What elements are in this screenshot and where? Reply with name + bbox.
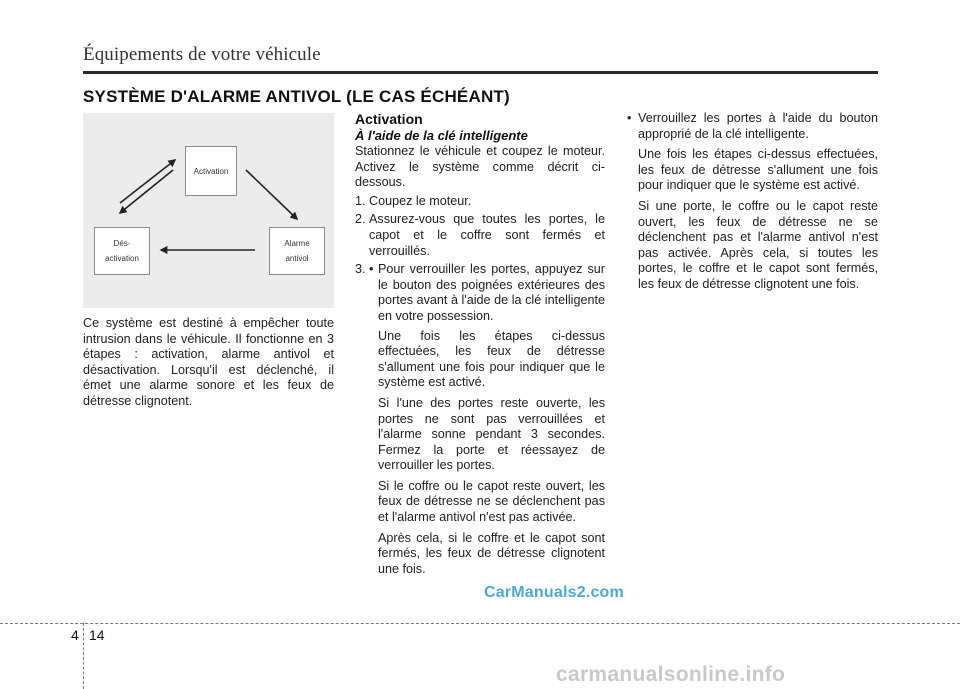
footer-rule [0,623,960,624]
intro-paragraph: Ce système est destiné à empêcher toute intrusion dans le véhicule. Il fonctionne en 3 étapes : activation, alarme antivol et désactivation. Lorsqu'il est déclenché, il émet une alarme sonore et les feux de détresse clignotent. [83,316,334,408]
step-1 [355,194,605,210]
activation-intro: Stationnez le véhicule et coupez le moteur. Activez le système comme décrit ci-dessous. [355,144,605,190]
column-2 [355,111,605,577]
step-text: Assurez-vous que toutes les portes, le capot et le coffre sont fermés et verrouillés. [369,212,605,258]
column-3-paragraph-3: Si une porte, le coffre ou le capot reste ouvert, les feux de détresse ne se déclenchent pas et l'alarme antivol n'est pas activée. Après cela, si toutes les portes, le coffre et le capot sont fermés, les feux de détresse clignotent une fois. [638,198,878,291]
chapter-title: Équipements de votre véhicule [83,44,321,65]
deactivation-label-line2: activation [105,254,139,263]
step-3-paragraph-4: Si le coffre ou le capot reste ouvert, les feux de détresse ne se déclenchent pas et l'alarme antivol n'est pas activée. [378,478,605,525]
column-1 [83,316,334,410]
deactivation-box [94,227,150,275]
step-number: 1. [355,193,366,208]
activation-heading: Activation [355,111,423,127]
watermark-link[interactable]: CarManuals2.com [484,584,624,601]
chapter-number: 4 [71,627,79,643]
header-rule [83,71,878,74]
arrow-deactivation-to-activation [120,160,175,203]
footer-vertical-rule [83,623,84,689]
step-text: Pour verrouiller les portes, appuyez sur le bouton des poignées extérieures des portes avant à l'aide de la clé intelligente en votre possession. [378,262,605,323]
smart-key-subheading: À l'aide de la clé intelligente [355,128,528,143]
step-3-paragraph-2: Une fois les étapes ci-dessus effectuées, les feux de détresse s'allument une fois pour indiquer que le système est activé. [378,328,605,390]
step-number: 3. • [355,262,374,277]
bullet-mark: • [627,111,632,125]
alarm-cycle-diagram [83,113,334,308]
alarm-label-line2: antivol [285,254,309,263]
deactivation-label-line1: Dés- [113,239,131,248]
diagram-arrows [83,113,334,308]
step-number: 2. [355,212,366,227]
step-3-paragraph-3: Si l'une des portes reste ouverte, les portes ne sont pas verrouillées et l'alarme sonne pendant 3 secondes. Fermez la porte et réessayez de verrouiller les portes. [378,395,605,473]
step-3-paragraph-5: Après cela, si le coffre et le capot sont fermés, les feux de détresse clignotent une fois. [378,530,605,576]
activation-label: Activation [193,166,229,176]
page-number: 14 [89,627,105,643]
bullet-item [627,111,878,142]
activation-box [185,146,237,196]
step-3 [355,262,605,324]
section-title: SYSTÈME D'ALARME ANTIVOL (LE CAS ÉCHÉANT) [83,87,510,106]
bullet-text: Verrouillez les portes à l'aide du bouton approprié de la clé intelligente. [638,111,878,141]
site-watermark[interactable]: carmanualsonline.info [556,663,786,686]
step-2 [355,212,605,259]
arrow-activation-to-deactivation [120,170,173,213]
column-3 [627,111,878,293]
alarm-box [269,227,325,275]
step-text: Coupez le moteur. [369,193,472,208]
arrow-activation-to-alarm [246,170,297,219]
alarm-label-line1: Alarme [284,239,310,248]
column-3-paragraph-2: Une fois les étapes ci-dessus effectuées, les feux de détresse s'allument une fois pour indiquer que le système est activé. [638,147,878,193]
